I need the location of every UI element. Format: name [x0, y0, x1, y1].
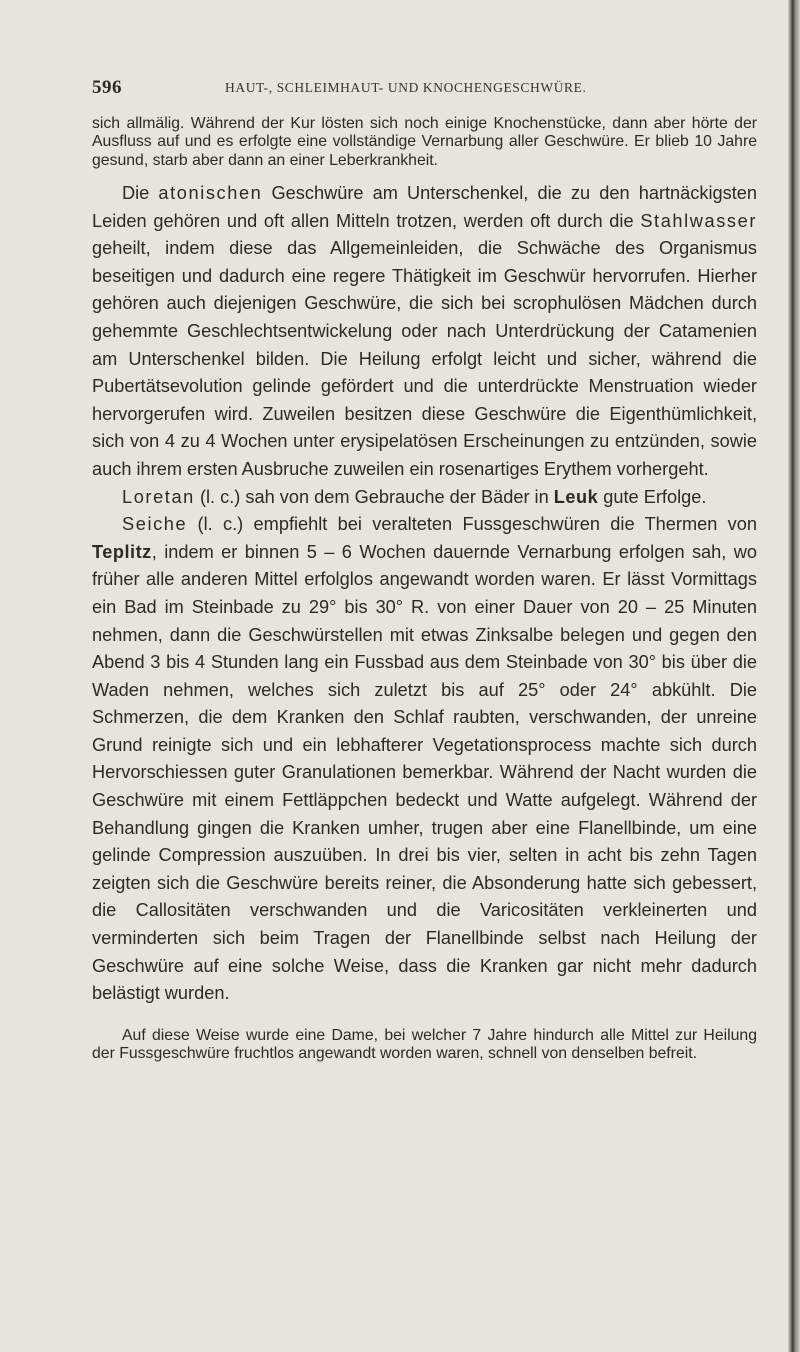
paragraph-loretan [92, 484, 757, 512]
text-run: gute Erfolge. [598, 486, 707, 507]
author-seiche: Seiche [122, 514, 188, 535]
paragraph-case-conclusion [92, 115, 757, 170]
place-leuk: Leuk [553, 486, 599, 507]
text-run: , indem er binnen 5 – 6 Wochen dauernde Vernarbung erfolgen sah, wo früher alle anderen Mittel erfolglos angewandt worden waren. Er lässt Vormittags ein Bad im Steinbade zu 29° bis 30° R. von einer Dauer von 20 – 25 Minuten nehmen, dann die Geschwürstellen mit etwas Zinksalbe belegen und gegen den Abend 3 bis 4 Stunden lang ein Fussbad aus dem Steinbade von 30° bis über die Waden nehmen, welches sich zuletzt bis auf 25° oder 24° abkühlt. Die Schmerzen, die dem Kranken den Schlaf raubten, verschwanden, der unreine Grund reinigte sich und ein lebhafterer Vegetationsprocess machte sich durch Hervorschiessen guter Granulationen bemerkbar. Während der Nacht wurden die Geschwüre mit einem Fettläppchen bedeckt und Watte aufgelegt. Während der Behandlung gingen die Kranken umher, trugen aber eine Flanellbinde, um eine gelinde Compression auszuüben. In drei bis vier, selten in acht bis zehn Tagen zeigten sich die Geschwüre bereits reiner, die Absonderung hatte sich gebessert, die Callositäten verschwanden und die Varicositäten verkleinerten und verminderten sich beim Tragen der Flanellbinde selbst nach Heilung der Geschwüre auf eine solche Weise, dass die Kranken gar nicht mehr dadurch belästigt wurden. [92, 541, 757, 1004]
paragraph-text: sich allmälig. Während der Kur lösten sich noch einige Knochenstücke, dann aber hörte der Ausfluss auf und es erfolgte eine vollständige Vernarbung aller Geschwüre. Er blieb 10 Jahre gesund, starb aber dann an einer Leberkrankheit. [92, 115, 757, 169]
text-run: (l. c.) sah von dem Gebrauche der Bäder in [194, 486, 554, 507]
emphasis-atonischen: atonischen [158, 183, 263, 203]
page-header [92, 77, 732, 105]
body-text [92, 180, 757, 1008]
place-teplitz: Teplitz [92, 541, 152, 562]
author-loretan: Loretan [122, 486, 195, 507]
paragraph-seiche [92, 511, 757, 1008]
paragraph-footnote [92, 1027, 757, 1064]
book-binding-edge [788, 0, 800, 1352]
paragraph-text: Auf diese Weise wurde eine Dame, bei welcher 7 Jahre hindurch alle Mittel zur Heilung der Fussgeschwüre fruchtlos angewandt worden waren, schnell von denselben befreit. [92, 1027, 757, 1063]
text-run: geheilt, indem diese das Allgemeinleiden, die Schwäche des Organismus beseitigen und dadurch eine regere Thätigkeit im Geschwür hervorrufen. Hierher gehören auch diejenigen Geschwüre, die sich bei scrophulösen Mädchen durch gehemmte Geschlechtsentwickelung oder nach Unterdrückung der Catamenien am Unterschenkel bilden. Die Heilung erfolgt leicht und sicher, während die Pubertätsevolution gelinde gefördert und die unterdrückte Menstruation wieder hervorgerufen wird. Zuweilen besitzen diese Geschwüre die Eigenthümlichkeit, sich von 4 zu 4 Wochen unter erysipelatösen Erscheinungen zu entzünden, sowie auch ihrem ersten Ausbruche zuweilen ein rosenartiges Erythem vorhergeht. [92, 238, 757, 479]
text-run: Geschwüre am Unterschenkel, die zu den hartnäckigsten Leiden gehören und oft allen Mitteln trotzen, werden oft durch die [92, 183, 757, 231]
page-number: 596 [92, 77, 122, 98]
text-run: (l. c.) empfiehlt bei veralteten Fussgeschwüren die Thermen von [187, 514, 757, 535]
emphasis-stahlwasser: Stahlwasser [640, 210, 757, 231]
text-run: Die [122, 183, 159, 203]
running-head: HAUT-, SCHLEIMHAUT- UND KNOCHENGESCHWÜRE. [225, 80, 587, 95]
paragraph-atonic-ulcers [92, 180, 757, 484]
